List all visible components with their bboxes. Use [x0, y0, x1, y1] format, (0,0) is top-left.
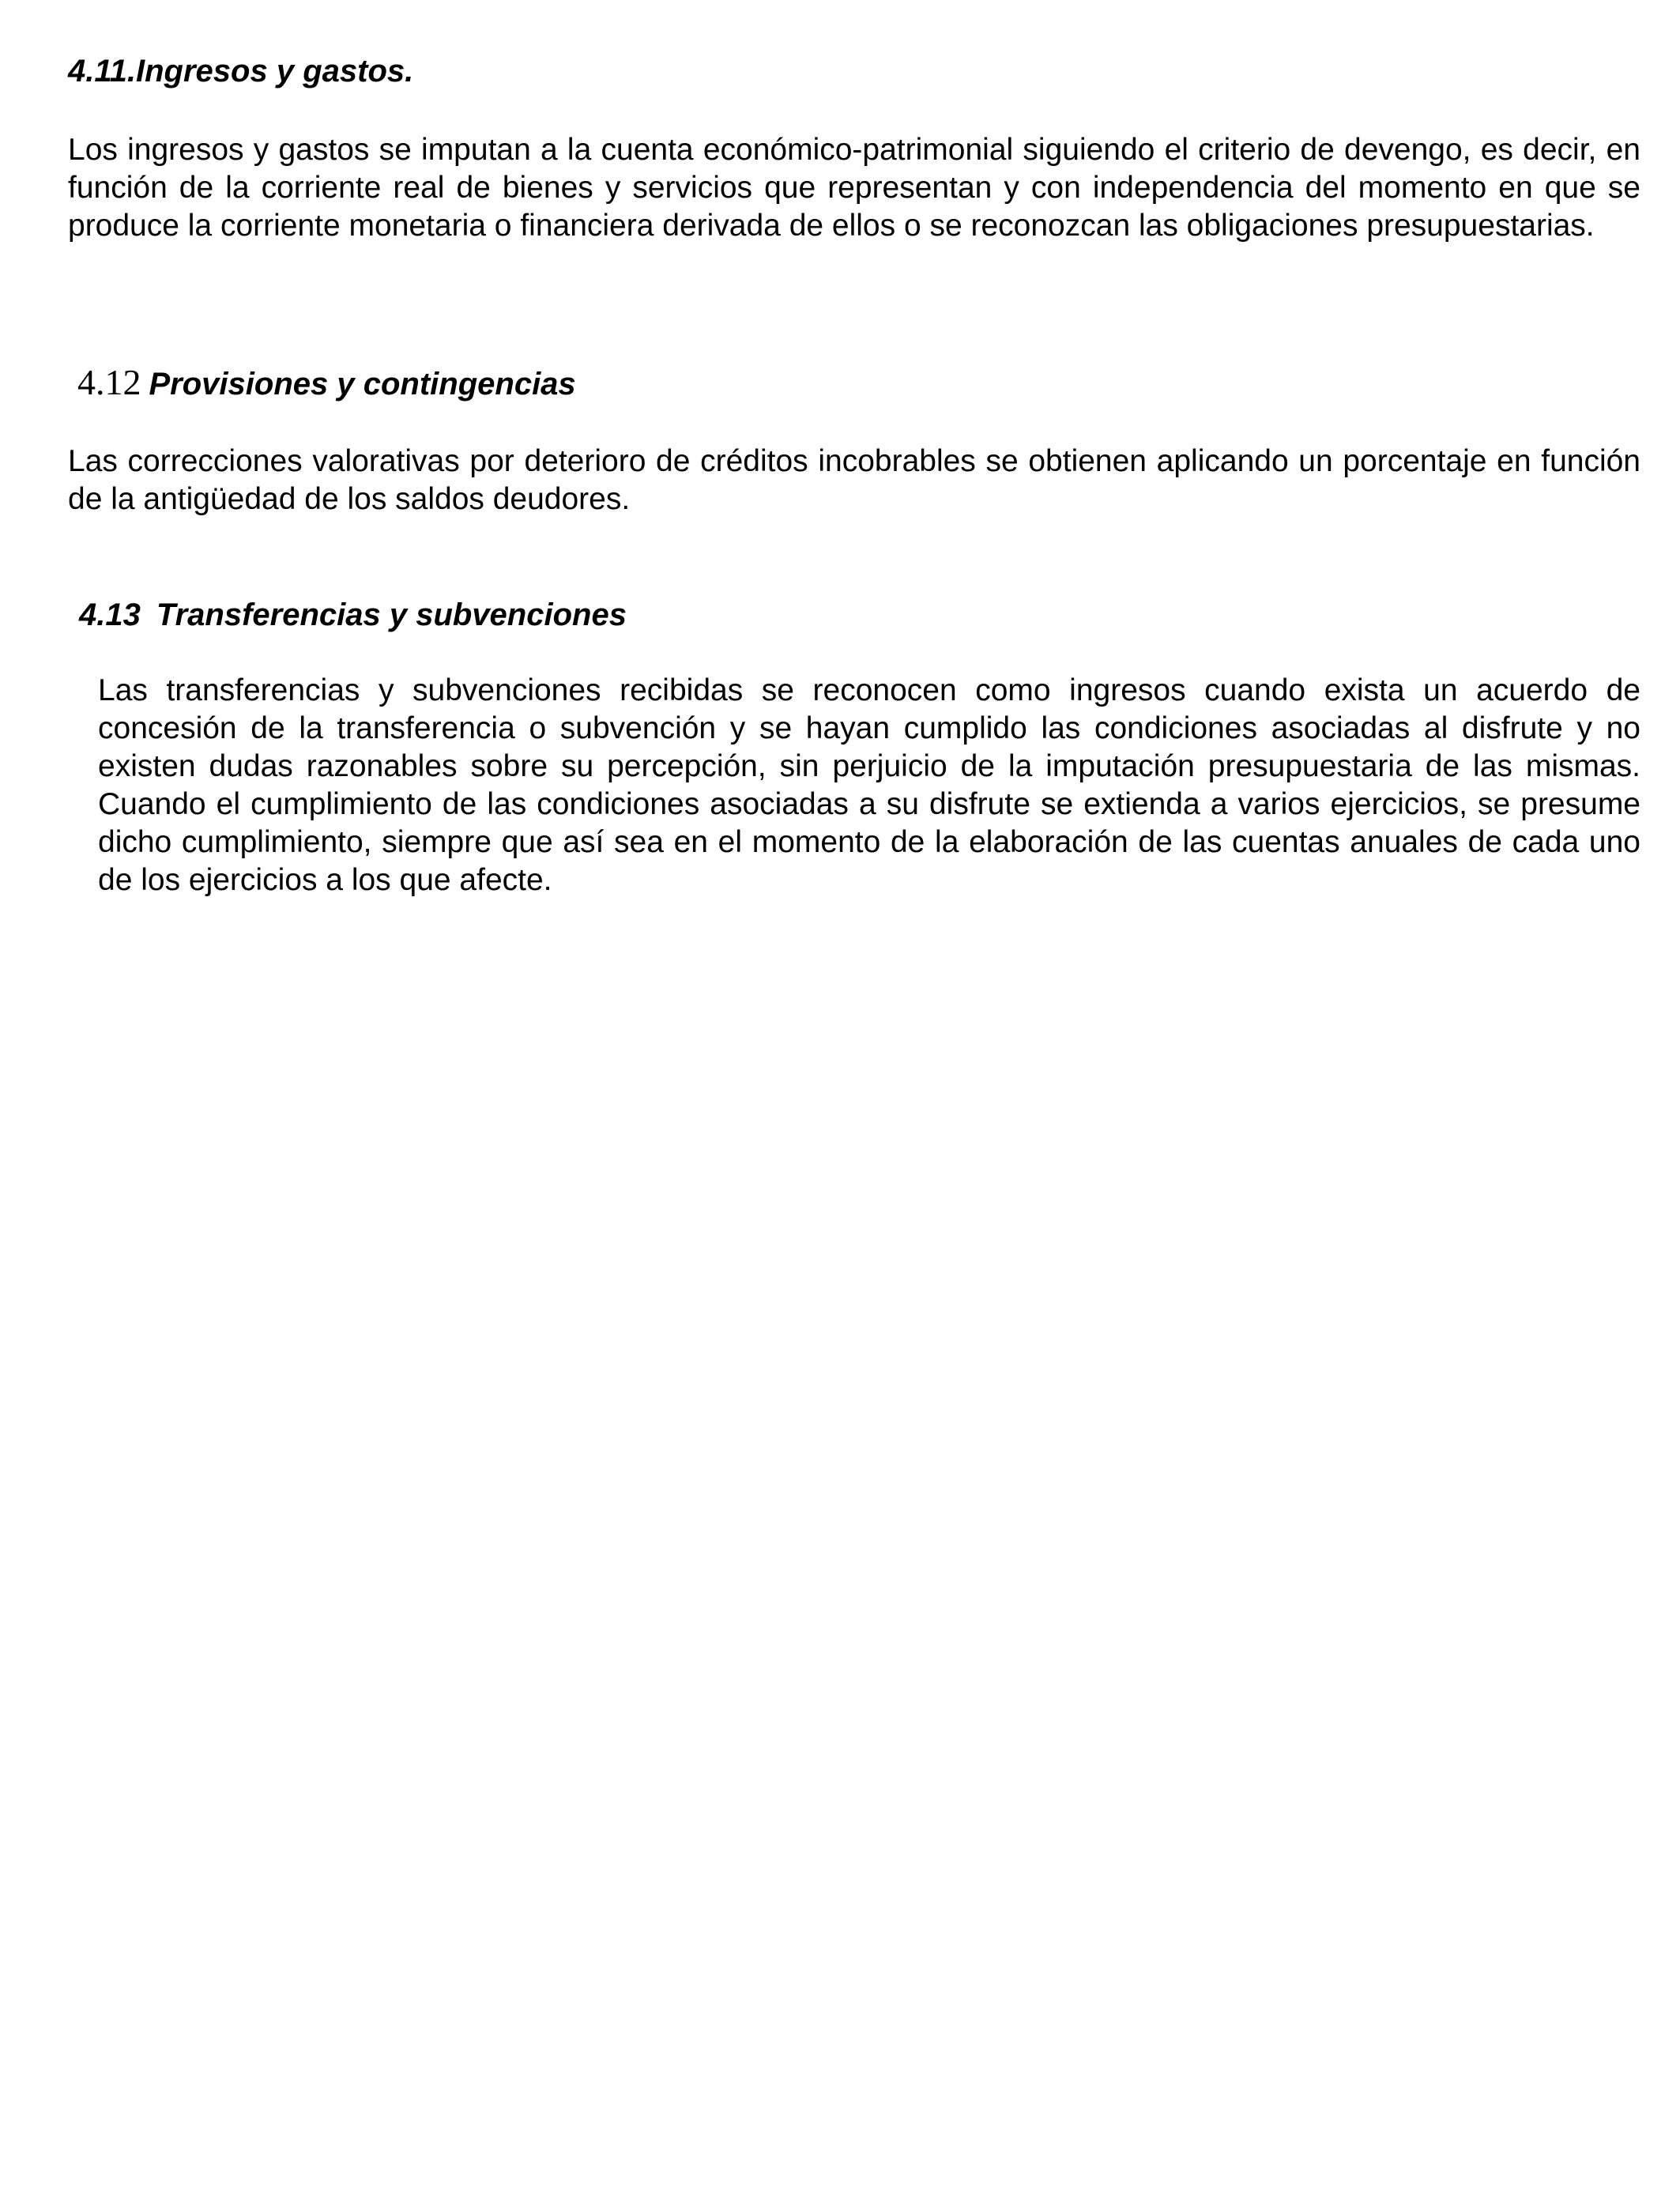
section-number: 4.11. — [68, 54, 136, 89]
section-body-4-13: Las transferencias y subvenciones recibidas se reconocen como ingresos cuando exista un acuerdo de concesión de la transferencia o subvención y se hayan cumplido las condiciones asociadas al disfrute y no existen dudas razonables sobre su percepción, sin perjuicio de la imputación presupuestaria de las mismas. Cuando el cumplimiento de las condiciones asociadas a su disfrute se extienda a varios ejercicios, se presume dicho cumplimiento, siempre que así sea en el momento de la elaboración de las cuentas anuales de cada uno de los ejercicios a los que afecte. — [98, 673, 1640, 897]
section-heading-4-12 — [77, 364, 576, 403]
section-body-4-12: Las correcciones valorativas por deterioro de créditos incobrables se obtienen aplicando un porcentaje en función de la antigüedad de los saldos deudores. — [68, 444, 1640, 516]
section-body-4-11: Los ingresos y gastos se imputan a la cuenta económico-patrimonial siguiendo el criterio de devengo, es decir, en función de la corriente real de bienes y servicios que representan y con independencia del momento en que se produce la corriente monetaria o financiera derivada de ellos o se reconozcan las obligaciones presupuestarias. — [68, 133, 1640, 243]
section-number: 4.13 — [79, 598, 141, 632]
section-title: Transferencias y subvenciones — [156, 598, 627, 632]
section-heading-4-11 — [68, 52, 413, 90]
section-number: 4.12 — [77, 362, 141, 402]
section-title: Ingresos y gastos. — [136, 54, 414, 89]
section-heading-4-13 — [79, 596, 627, 634]
section-title: Provisiones y contingencias — [149, 367, 576, 401]
